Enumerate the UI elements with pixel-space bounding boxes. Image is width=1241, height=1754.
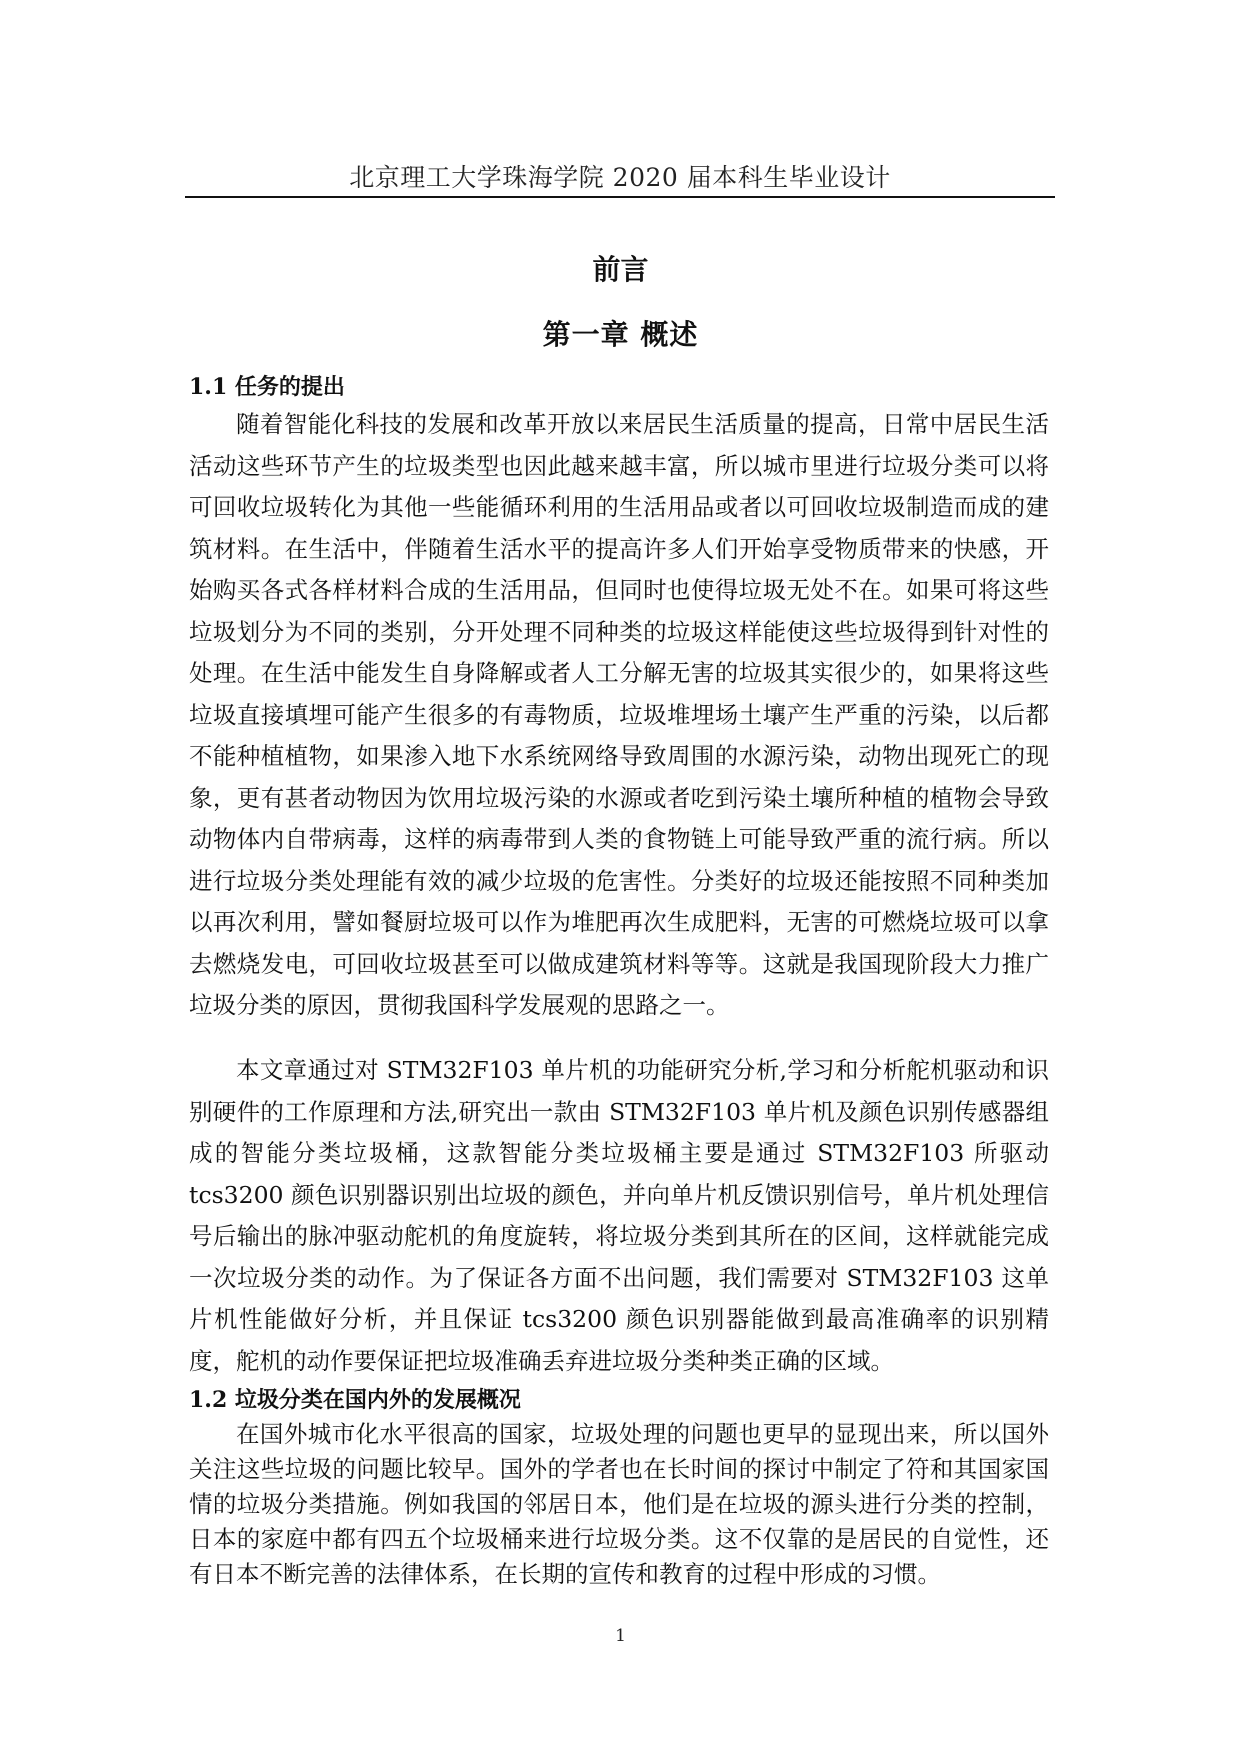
preface-title: 前言 — [592, 253, 649, 286]
running-header: 北京理工大学珠海学院 2020 届本科生毕业设计 — [349, 163, 891, 192]
body-paragraph — [189, 1050, 1049, 1382]
paragraph-text: 本文章通过对 STM32F103 单片机的功能研究分析,学习和分析舵机驱动和识别硬件的工作原理和方法,研究出一款由 STM32F103 单片机及颜色识别传感器组成的智能分类垃圾桶，这款智能分类垃圾桶主要是通过 STM32F103 所驱动 tcs3200 颜色识别器识别出垃圾的颜色，并向单片机反馈识别信号，单片机处理信号后输出的脉冲驱动舵机的角度旋转，将垃圾分类到其所在的区间，这样就能完成一次垃圾分类的动作。为了保证各方面不出问题，我们需要对 STM32F103 这单片机性能做好分析，并且保证 tcs3200 颜色识别器能做到最高准确率的识别精度，舵机的动作要保证把垃圾准确丢弃进垃圾分类种类正确的区域。 — [189, 1056, 1049, 1375]
section-heading-1-2: 1.2 垃圾分类在国内外的发展概况 — [189, 1387, 521, 1413]
paragraph-text: 在国外城市化水平很高的国家，垃圾处理的问题也更早的显现出来，所以国外关注这些垃圾的问题比较早。国外的学者也在长时间的探讨中制定了符和其国家国情的垃圾分类措施。例如我国的邻居日本，他们是在垃圾的源头进行分类的控制，日本的家庭中都有四五个垃圾桶来进行垃圾分类。这不仅靠的是居民的自觉性，还有日本不断完善的法律体系，在长期的宣传和教育的过程中形成的习惯。 — [189, 1420, 1049, 1588]
section-heading-1-1: 1.1 任务的提出 — [189, 374, 345, 400]
body-paragraph — [189, 1417, 1049, 1592]
paragraph-text: 随着智能化科技的发展和改革开放以来居民生活质量的提高，日常中居民生活活动这些环节产生的垃圾类型也因此越来越丰富，所以城市里进行垃圾分类可以将可回收垃圾转化为其他一些能循环利用的生活用品或者以可回收垃圾制造而成的建筑材料。在生活中，伴随着生活水平的提高许多人们开始享受物质带来的快感，开始购买各式各样材料合成的生活用品，但同时也使得垃圾无处不在。如果可将这些垃圾划分为不同的类别，分开处理不同种类的垃圾这样能使这些垃圾得到针对性的处理。在生活中能发生自身降解或者人工分解无害的垃圾其实很少的，如果将这些垃圾直接填埋可能产生很多的有毒物质，垃圾堆埋场土壤产生严重的污染，以后都不能种植植物，如果渗入地下水系统网络导致周围的水源污染，动物出现死亡的现象，更有甚者动物因为饮用垃圾污染的水源或者吃到污染土壤所种植的植物会导致动物体内自带病毒，这样的病毒带到人类的食物链上可能导致严重的流行病。所以进行垃圾分类处理能有效的减少垃圾的危害性。分类好的垃圾还能按照不同种类加以再次利用，譬如餐厨垃圾可以作为堆肥再次生成肥料，无害的可燃烧垃圾可以拿去燃烧发电，可回收垃圾甚至可以做成建筑材料等等。这就是我国现阶段大力推广垃圾分类的原因，贯彻我国科学发展观的思路之一。 — [189, 410, 1049, 1019]
chapter-title: 第一章 概述 — [542, 318, 699, 351]
body-paragraph — [189, 404, 1049, 1027]
header-rule — [185, 196, 1055, 198]
page-number: 1 — [615, 1626, 626, 1646]
